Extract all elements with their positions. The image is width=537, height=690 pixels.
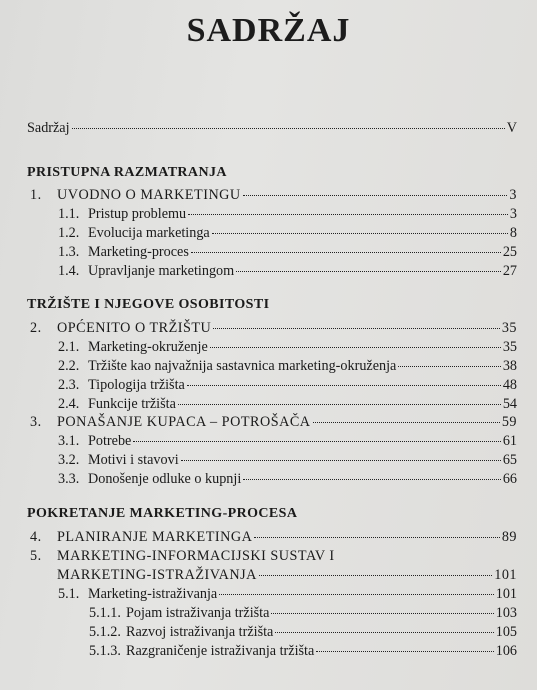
toc-page-number: 35 [501,320,517,336]
leader-dots [210,347,501,348]
subentry-title: Marketing-istraživanja [88,586,218,602]
toc-page-number: 38 [502,358,517,374]
chapter-number: 3. [30,414,42,430]
toc-subentry [58,339,517,356]
section-heading: POKRETANJE MARKETING-PROCESA [27,506,298,521]
subsubentry-number: 5.1.2. [89,624,121,640]
leader-dots [259,575,492,576]
subentry-title: Donošenje odluke o kupnji [88,471,242,487]
subentry-number: 1.1. [58,206,80,222]
toc-subentry [58,396,517,413]
subentry-number: 2.4. [58,396,80,412]
chapter-number: 1. [30,187,42,203]
leader-dots [398,366,500,367]
toc-subsubentry [89,624,517,641]
toc-page-number: 54 [502,396,517,412]
toc-page-number: 89 [501,529,517,545]
leader-dots [254,537,499,538]
leader-dots [191,252,501,253]
leader-dots [187,385,501,386]
page-title: SADRŽAJ [186,12,351,49]
subentry-number: 2.2. [58,358,80,374]
toc-page-number: 3 [509,206,517,222]
toc-page-number: 48 [502,377,517,393]
toc-page-number: 106 [495,643,517,659]
leader-dots [243,195,508,196]
section-heading: TRŽIŠTE I NJEGOVE OSOBITOSTI [27,297,270,312]
subsubentry-number: 5.1.1. [89,605,121,621]
toc-page-number: 25 [502,244,517,260]
toc-subentry [58,225,517,242]
subentry-number: 5.1. [58,586,80,602]
toc-subentry [58,263,517,280]
section-heading: PRISTUPNA RAZMATRANJA [27,165,227,180]
subentry-number: 2.3. [58,377,80,393]
toc-page-number: 101 [495,586,517,602]
subentry-title: Tržište kao najvažnija sastavnica marketing-okruženja [88,358,397,374]
chapter-title: PONAŠANJE KUPACA – POTROŠAČA [57,414,311,430]
leader-dots [212,233,508,234]
chapter-title: OPĆENITO O TRŽIŠTU [57,320,212,336]
toc-subentry [58,452,517,469]
toc-page-number: 61 [502,433,517,449]
subentry-title: Marketing-okruženje [88,339,208,355]
toc-page-number: 3 [509,187,517,203]
chapter-title: MARKETING-ISTRAŽIVANJA [57,567,257,583]
chapter-title: PLANIRANJE MARKETINGA [57,529,253,545]
leader-dots [243,479,501,480]
subentry-title: Potrebe [88,433,132,449]
subsubentry-title: Razgraničenje istraživanja tržišta [126,643,315,659]
subentry-number: 3.1. [58,433,80,449]
toc-chapter-continued [57,567,517,584]
toc-subentry [58,377,517,394]
subsubentry-title: Pojam istraživanja tržišta [126,605,270,621]
leader-dots [72,128,505,129]
toc-page-number: 66 [502,471,517,487]
leader-dots [133,441,500,442]
subentry-title: Evolucija marketinga [88,225,210,241]
chapter-title: UVODNO O MARKETINGU [57,187,241,203]
toc-subentry [58,244,517,261]
subentry-title: Marketing-proces [88,244,189,260]
toc-subsubentry [89,605,517,622]
subsubentry-number: 5.1.3. [89,643,121,659]
toc-page-number: 27 [502,263,517,279]
leader-dots [178,404,501,405]
chapter-number: 5. [30,548,42,564]
subsubentry-title: Razvoj istraživanja tržišta [126,624,274,640]
chapter-title: MARKETING-INFORMACIJSKI SUSTAV I [57,548,335,564]
toc-page-number: 59 [501,414,517,430]
toc-subentry [58,586,517,603]
toc-subentry [58,433,517,450]
toc-page-number: 65 [502,452,517,468]
leader-dots [188,214,508,215]
subentry-number: 1.3. [58,244,80,260]
toc-page-number: 103 [495,605,517,621]
toc-subentry [58,358,517,375]
subentry-title: Tipologija tržišta [88,377,185,393]
toc-chapter [30,187,517,204]
leader-dots [181,460,501,461]
toc-page-number: 8 [509,225,517,241]
subentry-title: Pristup problemu [88,206,187,222]
subentry-number: 2.1. [58,339,80,355]
leader-dots [213,328,500,329]
subentry-title: Upravljanje marketingom [88,263,235,279]
toc-page-number: 101 [494,567,517,583]
toc-chapter [30,320,517,337]
toc-page-number: V [506,120,517,136]
toc-page-number: 105 [495,624,517,640]
toc-chapter [30,414,517,431]
leader-dots [236,271,501,272]
toc-subentry [58,471,517,488]
leader-dots [271,613,493,614]
leader-dots [275,632,493,633]
toc-entry-text: Sadržaj [27,120,70,136]
toc-chapter [30,529,517,546]
subentry-title: Funkcije tržišta [88,396,176,412]
leader-dots [313,422,500,423]
subentry-number: 1.2. [58,225,80,241]
subentry-number: 3.2. [58,452,80,468]
subentry-number: 3.3. [58,471,80,487]
toc-page-number: 35 [502,339,517,355]
toc-subentry [58,206,517,223]
subentry-number: 1.4. [58,263,80,279]
toc-chapter [30,548,335,565]
leader-dots [316,651,493,652]
subentry-title: Motivi i stavovi [88,452,179,468]
chapter-number: 4. [30,529,42,545]
toc-entry-front [27,120,517,137]
leader-dots [219,594,494,595]
toc-subsubentry [89,643,517,660]
chapter-number: 2. [30,320,42,336]
